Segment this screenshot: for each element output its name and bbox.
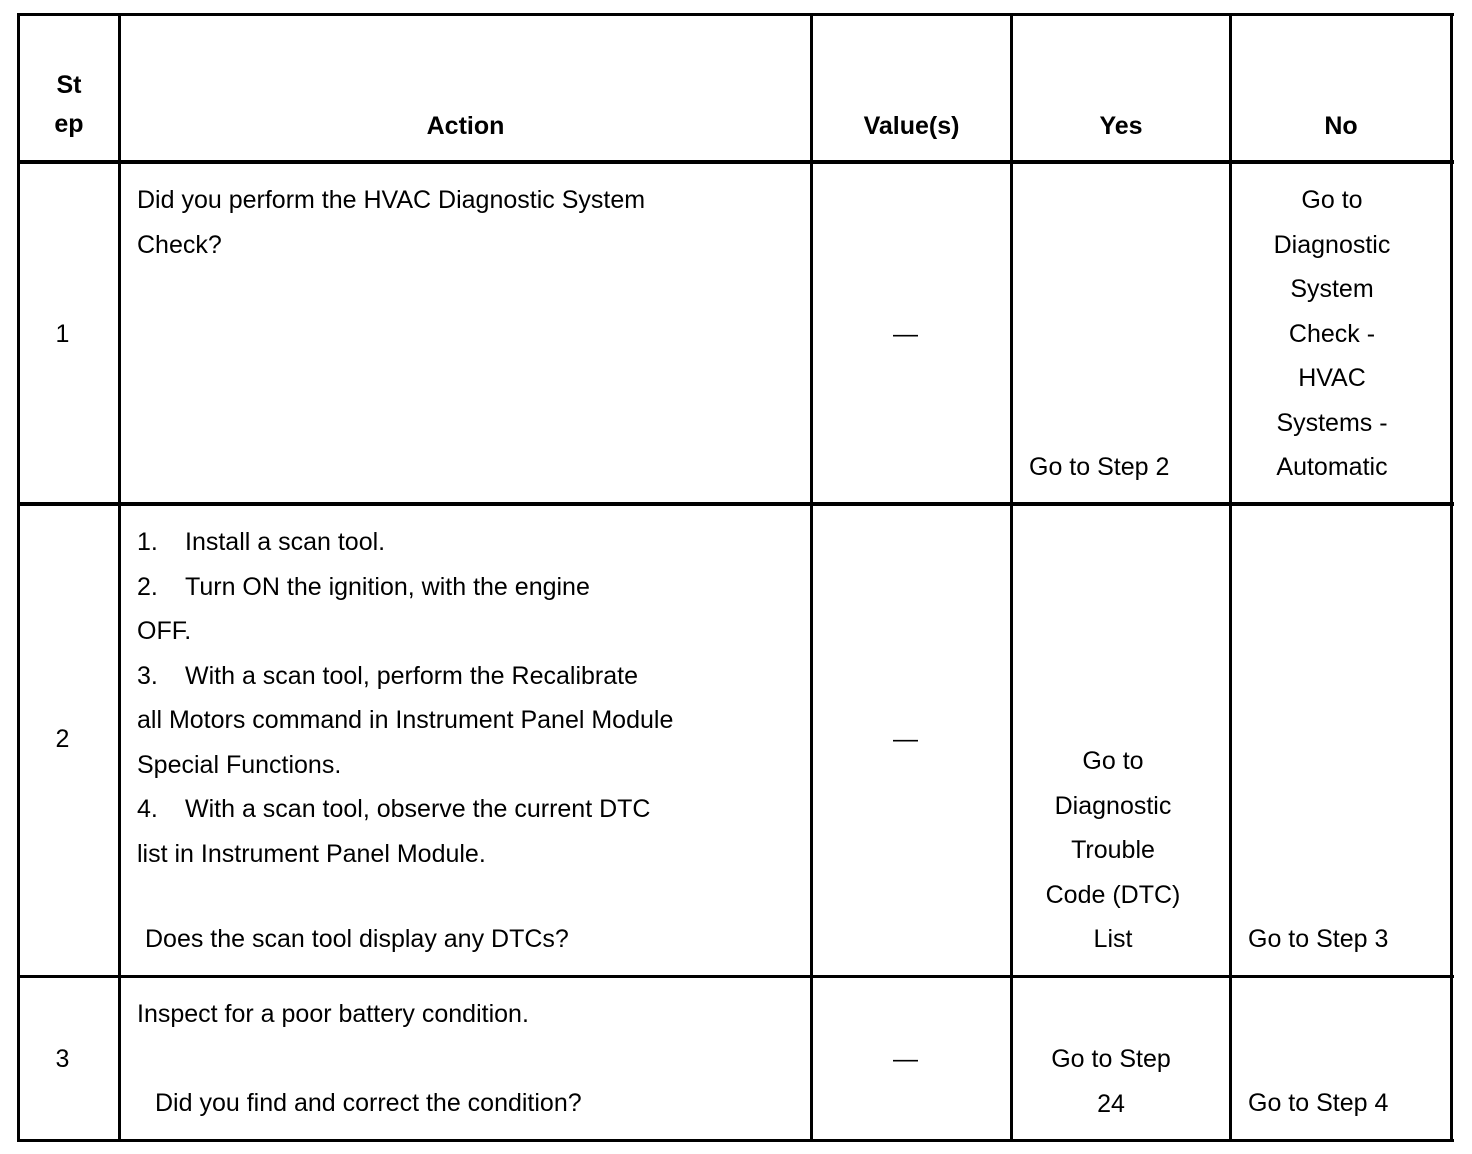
row-2-value: — bbox=[893, 725, 918, 753]
header-no: No bbox=[1324, 112, 1358, 140]
row-2-question: Does the scan tool display any DTCs? bbox=[145, 925, 569, 953]
row-divider bbox=[17, 975, 1454, 978]
column-divider bbox=[118, 13, 121, 1142]
row-divider bbox=[17, 502, 1454, 506]
action-step-item bbox=[137, 787, 802, 832]
no-line: HVAC bbox=[1298, 364, 1366, 392]
table-border-bottom bbox=[17, 1139, 1454, 1142]
yes-line: Go to bbox=[1082, 747, 1144, 775]
step-text: With a scan tool, perform the Recalibrate bbox=[185, 661, 638, 690]
row-1-no bbox=[1232, 178, 1432, 490]
yes-line: Trouble bbox=[1071, 836, 1155, 864]
yes-line: Code (DTC) bbox=[1045, 880, 1181, 909]
step-number: 1. bbox=[137, 528, 158, 556]
action-step-continuation: all Motors command in Instrument Panel Module bbox=[137, 706, 674, 734]
row-3-question: Did you find and correct the condition? bbox=[155, 1089, 582, 1117]
step-text: Install a scan tool. bbox=[185, 528, 386, 556]
action-line: Did you perform the HVAC Diagnostic System bbox=[137, 186, 646, 214]
row-1-yes: Go to Step 2 bbox=[1029, 453, 1170, 481]
action-step-item bbox=[137, 654, 802, 699]
yes-line: Go to Step bbox=[1051, 1045, 1171, 1073]
table-border-left bbox=[17, 13, 20, 1142]
no-line: Check - bbox=[1288, 319, 1376, 348]
row-3-no: Go to Step 4 bbox=[1248, 1089, 1389, 1117]
action-line: Check? bbox=[137, 230, 222, 259]
step-text: With a scan tool, observe the current DTC bbox=[185, 795, 651, 823]
step-number: 4. bbox=[137, 795, 158, 823]
table-border-top bbox=[17, 13, 1454, 16]
header-yes: Yes bbox=[1099, 112, 1143, 140]
row-3-yes bbox=[1013, 1037, 1209, 1126]
no-line: Diagnostic bbox=[1273, 230, 1391, 259]
table-border-right bbox=[1450, 13, 1453, 1142]
action-step-continuation: Special Functions. bbox=[137, 750, 342, 779]
column-divider bbox=[1010, 13, 1013, 1142]
action-step-continuation: OFF. bbox=[137, 617, 192, 645]
row-3-action: Inspect for a poor battery condition. bbox=[137, 1000, 529, 1028]
row-1-step: 1 bbox=[55, 320, 70, 348]
yes-line: 24 bbox=[1097, 1089, 1125, 1118]
action-step-item bbox=[137, 520, 802, 565]
action-step-continuation: list in Instrument Panel Module. bbox=[137, 839, 486, 868]
yes-line: Diagnostic bbox=[1054, 791, 1172, 820]
step-text: Turn ON the ignition, with the engine bbox=[185, 572, 590, 601]
header-divider bbox=[17, 160, 1454, 164]
row-2-step: 2 bbox=[55, 725, 70, 753]
header-step bbox=[20, 66, 118, 144]
row-2-yes bbox=[1013, 739, 1213, 962]
column-divider bbox=[810, 13, 813, 1142]
row-2-no: Go to Step 3 bbox=[1248, 925, 1389, 953]
row-1-value: — bbox=[893, 320, 918, 348]
header-action: Action bbox=[426, 112, 505, 140]
header-step-line: ep bbox=[54, 110, 84, 138]
header-values: Value(s) bbox=[863, 112, 960, 140]
no-line: Systems - bbox=[1276, 408, 1388, 437]
no-line: Automatic bbox=[1276, 453, 1388, 481]
action-step-item bbox=[137, 565, 802, 610]
row-3-value: — bbox=[893, 1045, 918, 1073]
yes-line: List bbox=[1093, 925, 1133, 953]
step-number: 2. bbox=[137, 572, 158, 601]
row-3-step: 3 bbox=[55, 1045, 70, 1073]
no-line: Go to bbox=[1301, 186, 1363, 214]
step-number: 3. bbox=[137, 661, 158, 690]
row-2-action bbox=[137, 520, 802, 876]
header-step-line: St bbox=[56, 71, 82, 99]
row-1-action bbox=[137, 178, 797, 267]
no-line: System bbox=[1290, 275, 1374, 303]
